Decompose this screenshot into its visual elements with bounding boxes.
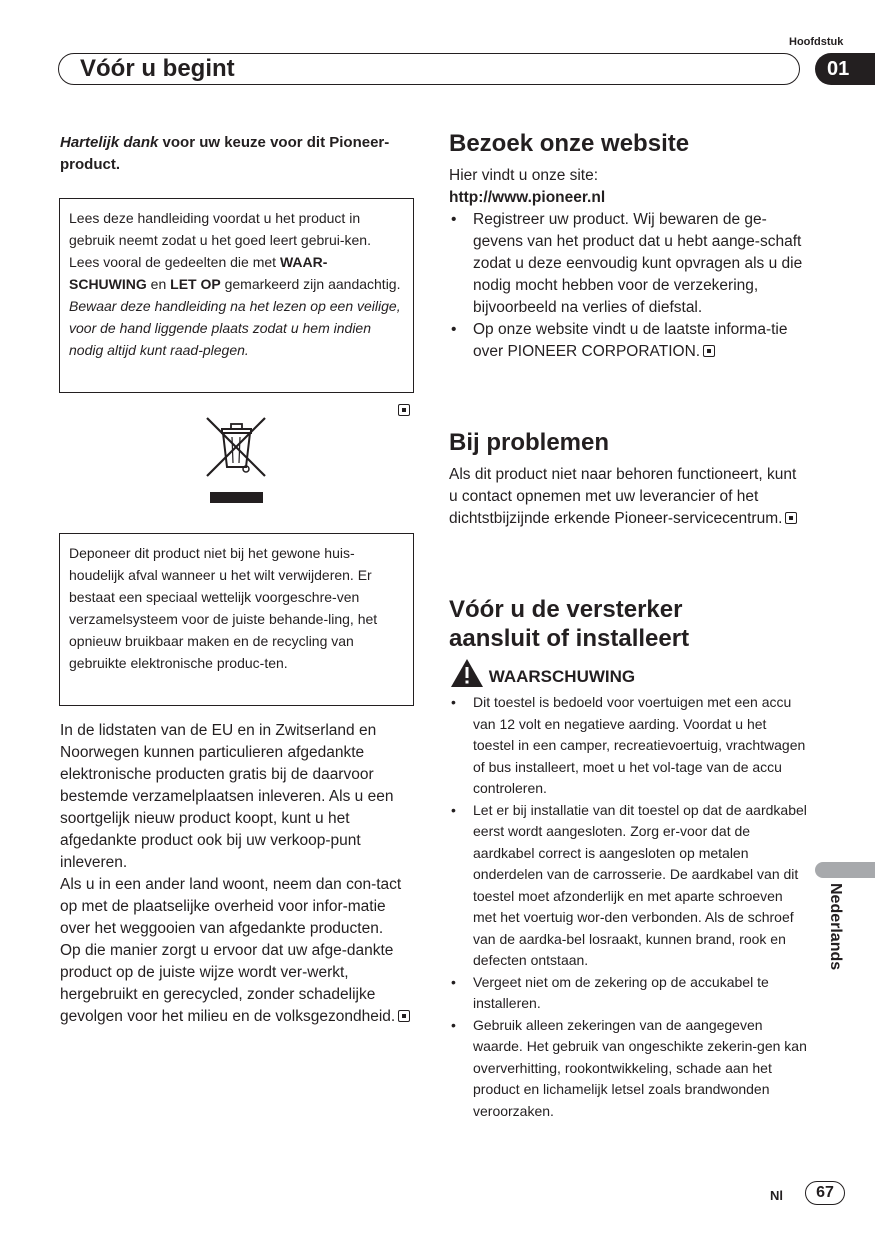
recycling-text <box>60 720 415 1028</box>
list-item: • Registreer uw product. Wij bewaren de ge-gevens van het product dat u hebt aange-schaft zodat u deze eenvoudig kunt opvragen als u die nodig mocht hebben voor de verzekering, bijvoorbeeld na verlies of diefstal. <box>449 209 809 319</box>
problems-text-content: Als dit product niet naar behoren functioneert, kunt u contact opnemen met uw leverancier of het dichtstbijzijnde erkende Pioneer-servicecentrum. <box>449 466 797 527</box>
notice-text: en <box>146 276 171 292</box>
recycling-paragraph: In de lidstaten van de EU en in Zwitserland en Noorwegen kunnen particulieren afgedankte elektronische producten gratis bij de daarvoor bestemde verzamelplaatsen inleveren. Als u een soortgelijk nieuw product koopt, kunt u het afgedankte product ook bij uw verkoop-punt inleveren. <box>60 722 394 871</box>
recycling-paragraph: Als u in een ander land woont, neem dan con-tact op met de plaatselijke overheid voor infor-matie over het weggooien van afgedankte producten. <box>60 876 402 937</box>
website-section <box>449 165 809 363</box>
list-item-text: Op onze website vindt u de laatste informa-tie over PIONEER CORPORATION. <box>473 321 788 360</box>
list-item: • Gebruik alleen zekeringen van de aangegeven waarde. Het gebruik van ongeschikte zekerin-gen kan oververhitting, rookontwikkeling, schade aan het product en lichamelijk letsel zoals brandwonden veroorzaken. <box>449 1015 809 1123</box>
notice-text: gemarkeerd zijn aandachtig. <box>220 276 401 292</box>
recycling-paragraph-text: Op die manier zorgt u ervoor dat uw afge-dankte product op de juiste wijze wordt ver-werkt, hergebruikt en gerecycled, zonder schadelijke gevolgen voor het milieu en de volksgezondheid. <box>60 942 396 1025</box>
website-heading: Bezoek onze website <box>449 130 690 157</box>
language-tab-label: Nederlands <box>827 883 844 971</box>
list-item: • Let er bij installatie van dit toestel op dat de aardkabel eerst wordt aangesloten. Zorg er-voor dat de aardkabel correct is aangesloten op metalen onderdelen van de carrosserie. De aardkabel van dit toestel moet afzonderlijk en met aparte schroeven met het voertuig wor-den verbonden. Als de schroef van de aardka-bel losraakt, kunnen brand, rook en defecten ontstaan. <box>449 800 809 972</box>
intro-italic: Hartelijk dank <box>60 134 159 151</box>
install-warnings <box>449 692 809 1122</box>
list-item <box>449 319 809 363</box>
website-bullet-list <box>449 209 809 363</box>
end-mark-icon <box>785 512 797 524</box>
warning-heading <box>450 658 635 690</box>
chapter-title: Vóór u begint <box>80 55 235 82</box>
list-item: • Dit toestel is bedoeld voor voertuigen met een accu van 12 volt en negatieve aarding. Voordat u het toestel in een camper, recreatievoertuig, vrachtwagen of bus installeert, moet u het vol-tage van de accu controleren. <box>449 692 809 800</box>
problems-text <box>449 464 809 530</box>
language-tab-marker <box>815 862 875 878</box>
chapter-label: Hoofdstuk <box>789 36 844 48</box>
install-heading-line: Vóór u de versterker <box>449 596 683 623</box>
weee-crossed-bin-icon <box>202 412 272 507</box>
notice-warning-term: WAAR-SCHUWING <box>69 254 328 292</box>
install-heading <box>449 595 689 653</box>
notice-caution-term: LET OP <box>170 276 221 292</box>
warning-bullet-list <box>449 692 809 1122</box>
install-heading-line: aansluit of installeert <box>449 625 690 652</box>
end-mark-icon <box>703 345 715 357</box>
disposal-box <box>59 533 414 706</box>
website-url[interactable]: http://www.pioneer.nl <box>449 189 606 206</box>
page-number: 67 <box>805 1181 845 1205</box>
language-code: Nl <box>770 1188 783 1203</box>
end-mark-icon <box>398 1010 410 1022</box>
notice-box <box>59 198 414 393</box>
warning-triangle-icon <box>450 658 484 688</box>
list-item: • Vergeet niet om de zekering op de accukabel te installeren. <box>449 972 809 1015</box>
notice-text: Lees deze handleiding voordat u het product in gebruik neemt zodat u het goed leert gebrui-ken. Lees vooral de gedeelten die met <box>69 210 371 270</box>
website-intro: Hier vindt u onze site: <box>449 167 599 184</box>
problems-heading: Bij problemen <box>449 429 610 456</box>
disposal-text: Deponeer dit product niet bij het gewone huis-houdelijk afval wanneer u het wilt verwijderen. Er bestaat een speciaal wettelijk voorgeschre-ven verzamelsysteem voor de juiste behande-ling, het opnieuw bruikbaar maken en de recycling van gebruikte elektronische produc-ten. <box>69 545 378 671</box>
end-mark-icon <box>398 404 410 416</box>
warning-label: WAARSCHUWING <box>488 667 636 686</box>
intro-text <box>60 132 410 176</box>
recycling-paragraph <box>60 940 415 1028</box>
chapter-number-badge: 01 <box>815 53 875 85</box>
notice-italic-text: Bewaar deze handleiding na het lezen op een veilige, voor de hand liggende plaats zodat u hem indien nodig altijd kunt raad-plegen. <box>69 298 401 358</box>
intro-rest: voor uw keuze voor dit Pioneer-product. <box>60 134 390 173</box>
